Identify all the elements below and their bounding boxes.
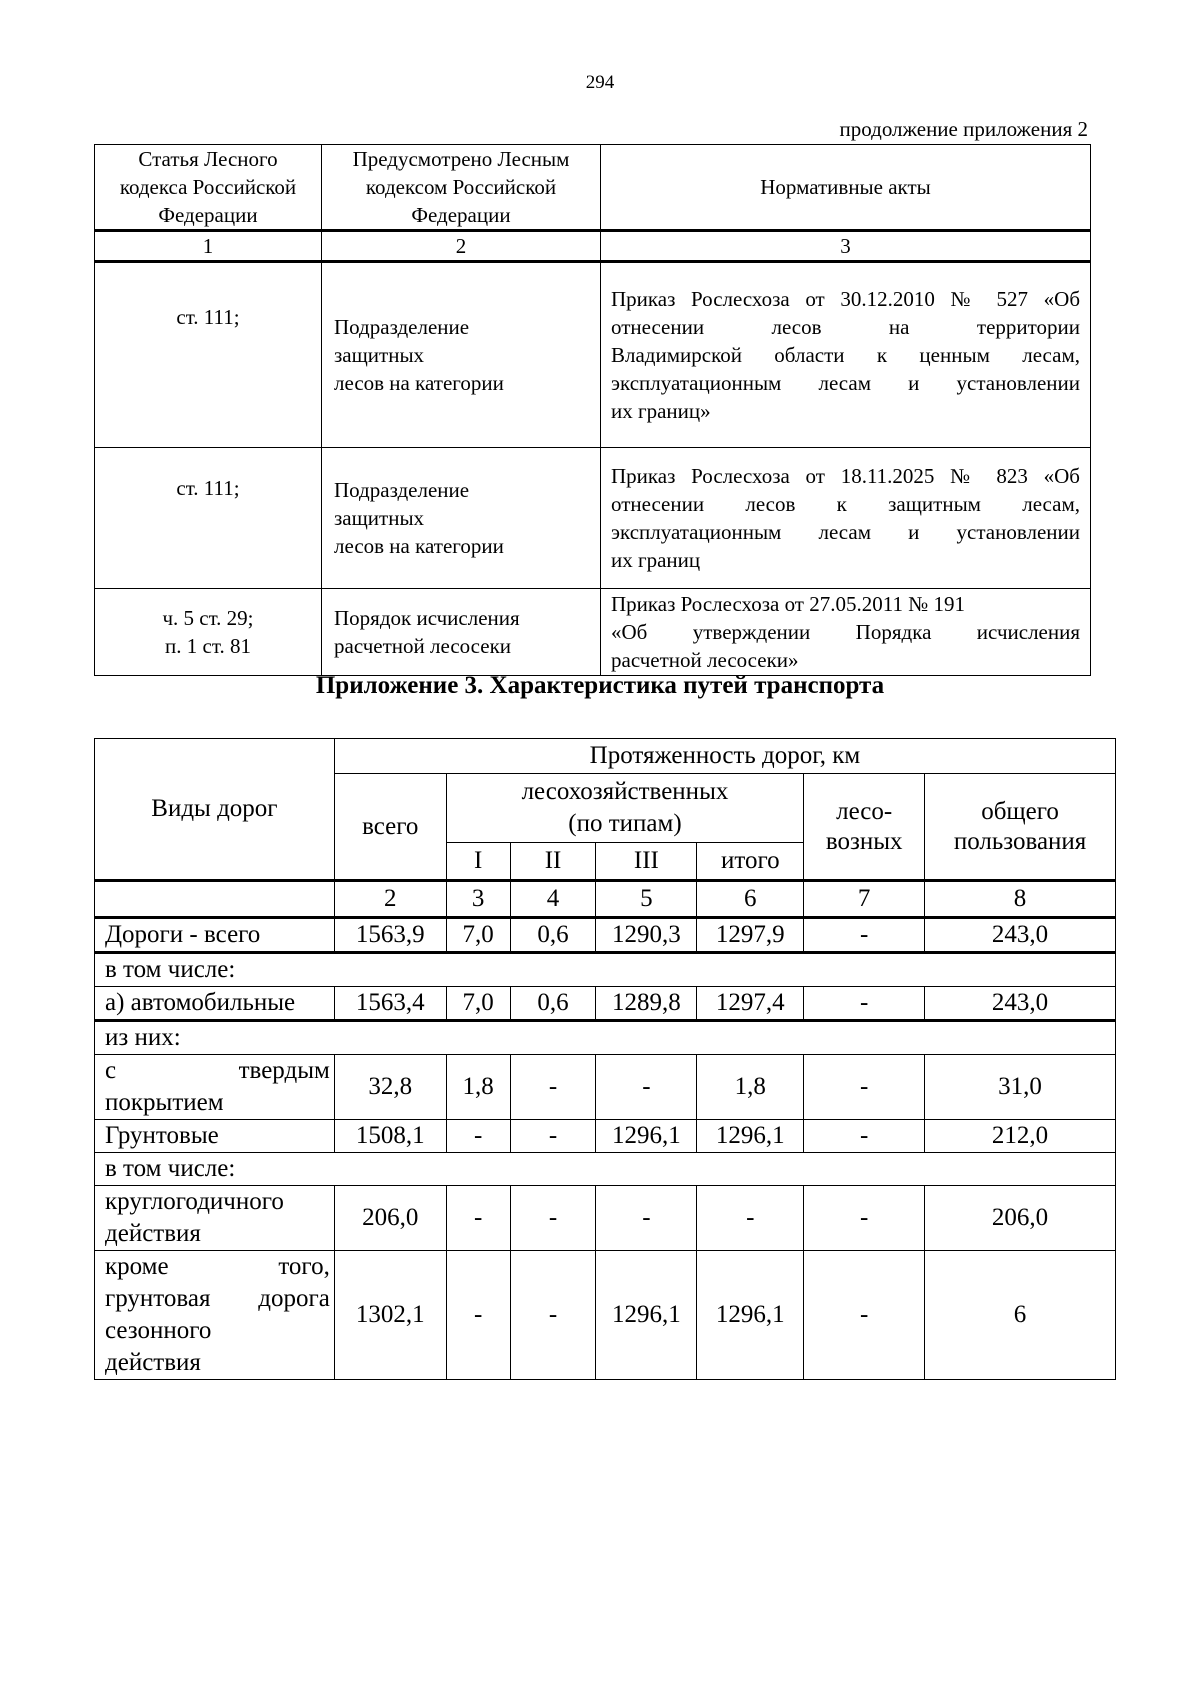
label-line: действия [105,1220,201,1247]
act-line: Приказ Рослесхоза от 27.05.2011 № 191 [611,592,965,616]
table-row [95,987,1116,1021]
row-label: Грунтовые [95,1120,335,1153]
article-cell [95,589,322,676]
provision-line: Подразделение [334,315,470,339]
header-line: пользования [953,827,1087,855]
act-cell [601,448,1091,589]
header-type: II [510,843,596,881]
act-line: их границ» [611,399,711,423]
column-number: 3 [601,231,1091,262]
table-row [95,589,1091,676]
value-cell: 206,0 [334,1186,446,1251]
act-line: «Об утверждении Порядка исчисления [611,620,1080,644]
table-row [95,448,1091,589]
header-line: лесохозяйственных [521,778,729,805]
header-type: итого [697,843,804,881]
column-number: 4 [510,881,596,918]
column-number: 2 [322,231,601,262]
header-article [95,145,322,231]
header-line: кодексом Российской [365,175,557,199]
header-road-types: Виды дорог [95,739,335,881]
row-label [95,1186,335,1251]
value-cell: - [804,1251,925,1380]
table-row [95,1120,1116,1153]
label-line: сезонного [105,1317,212,1344]
value-cell: 1508,1 [334,1120,446,1153]
section-title: Приложение 3. Характеристика путей транспорта [315,672,885,699]
value-cell: 1563,9 [334,918,446,953]
value-cell: - [697,1186,804,1251]
value-cell: - [804,1186,925,1251]
value-cell: - [446,1251,510,1380]
act-line: Владимирской области к ценным лесам, [611,343,1080,367]
header-line: возных [825,827,903,855]
row-label [95,1055,335,1120]
table-row [95,953,1116,987]
column-number: 2 [334,881,446,918]
provision-line: защитных [334,343,425,367]
provision-line: расчетной лесосеки [334,634,512,658]
value-cell: - [804,1120,925,1153]
normative-acts-table [94,144,1091,676]
value-cell: 212,0 [925,1120,1116,1153]
article-line: ч. 5 ст. 29; [162,606,254,630]
act-cell [601,589,1091,676]
value-cell: - [596,1055,697,1120]
header-provision [322,145,601,231]
value-cell: 1289,8 [596,987,697,1021]
table-row [95,1021,1116,1055]
act-line: отнесении лесов к защитным лесам, [611,492,1080,516]
column-number-row [95,231,1091,262]
act-line: расчетной лесосеки» [611,648,799,672]
value-cell: 7,0 [446,918,510,953]
table-header-row [95,145,1091,231]
header-line: кодекса Российской [119,175,297,199]
label-line: грунтовая дорога [105,1285,330,1312]
header-line: (по типам) [568,810,682,837]
value-cell: - [510,1251,596,1380]
header-total: всего [334,774,446,881]
value-cell: 1296,1 [596,1251,697,1380]
table-row [95,1186,1116,1251]
header-line: Федерации [411,203,511,227]
header-line: лесо- [836,797,893,825]
act-line: эксплуатационным лесам и установлении [611,371,1080,395]
act-cell [601,262,1091,448]
value-cell: - [510,1186,596,1251]
value-cell: 1296,1 [596,1120,697,1153]
table-row [95,1153,1116,1186]
transport-routes-table [94,738,1116,1380]
table-row [95,262,1091,448]
provision-cell [322,448,601,589]
article-cell: ст. 111; [95,262,322,448]
value-cell: 1302,1 [334,1251,446,1380]
header-acts: Нормативные акты [601,145,1091,231]
value-cell: 31,0 [925,1055,1116,1120]
table-header-row [95,739,1116,774]
value-cell: 243,0 [925,987,1116,1021]
page-number: 294 [585,72,615,93]
provision-line: лесов на категории [334,534,504,558]
value-cell: 1297,9 [697,918,804,953]
value-cell: 243,0 [925,918,1116,953]
group-label: из них: [95,1021,1116,1055]
value-cell: 7,0 [446,987,510,1021]
header-type: III [596,843,697,881]
provision-line: Подразделение [334,478,470,502]
article-line: п. 1 ст. 81 [165,634,251,658]
value-cell: 32,8 [334,1055,446,1120]
table-row [95,1055,1116,1120]
header-line: общего [981,797,1059,825]
header-line: Предусмотрено Лесным [352,147,570,171]
column-number-row [95,881,1116,918]
column-number: 1 [95,231,322,262]
row-label: Дороги - всего [95,918,335,953]
value-cell: 1296,1 [697,1251,804,1380]
label-line: круглогодичного [105,1188,284,1215]
row-label: а) автомобильные [95,987,335,1021]
value-cell: - [804,918,925,953]
value-cell: - [446,1120,510,1153]
provision-line: лесов на категории [334,371,504,395]
act-line: Приказ Рослесхоза от 30.12.2010 № 527 «Об [611,287,1080,311]
column-number: 7 [804,881,925,918]
provision-cell [322,589,601,676]
value-cell: 1297,4 [697,987,804,1021]
act-line: Приказ Рослесхоза от 18.11.2025 № 823 «Об [611,464,1080,488]
value-cell: 6 [925,1251,1116,1380]
column-number: 8 [925,881,1116,918]
column-number: 3 [446,881,510,918]
value-cell: 1,8 [446,1055,510,1120]
value-cell: 1563,4 [334,987,446,1021]
header-logging [804,774,925,881]
provision-line: Порядок исчисления [334,606,520,630]
article-cell: ст. 111; [95,448,322,589]
value-cell: - [446,1186,510,1251]
column-number-empty [95,881,335,918]
value-cell: 1290,3 [596,918,697,953]
value-cell: - [510,1120,596,1153]
act-line: эксплуатационным лесам и установлении [611,520,1080,544]
header-line: Статья Лесного [138,147,278,171]
value-cell: - [596,1186,697,1251]
value-cell: 1,8 [697,1055,804,1120]
label-line: действия [105,1349,201,1376]
value-cell: - [510,1055,596,1120]
label-line: с твердым [105,1057,330,1084]
value-cell: 206,0 [925,1186,1116,1251]
table-row [95,918,1116,953]
continuation-note: продолжение приложения 2 [839,117,1088,141]
header-line: Федерации [158,203,258,227]
label-line: покрытием [105,1089,224,1116]
value-cell: 1296,1 [697,1120,804,1153]
value-cell: 0,6 [510,987,596,1021]
row-label [95,1251,335,1380]
header-type: I [446,843,510,881]
provision-line: защитных [334,506,425,530]
header-public [925,774,1116,881]
label-line: кроме того, [105,1253,330,1280]
column-number: 6 [697,881,804,918]
value-cell: - [804,1055,925,1120]
header-forestry [446,774,804,843]
provision-cell [322,262,601,448]
column-number: 5 [596,881,697,918]
value-cell: - [804,987,925,1021]
act-line: их границ [611,548,701,572]
act-line: отнесении лесов на территории [611,315,1080,339]
group-label: в том числе: [95,953,1116,987]
value-cell: 0,6 [510,918,596,953]
group-label: в том числе: [95,1153,1116,1186]
table-row [95,1251,1116,1380]
header-length: Протяженность дорог, км [334,739,1115,774]
